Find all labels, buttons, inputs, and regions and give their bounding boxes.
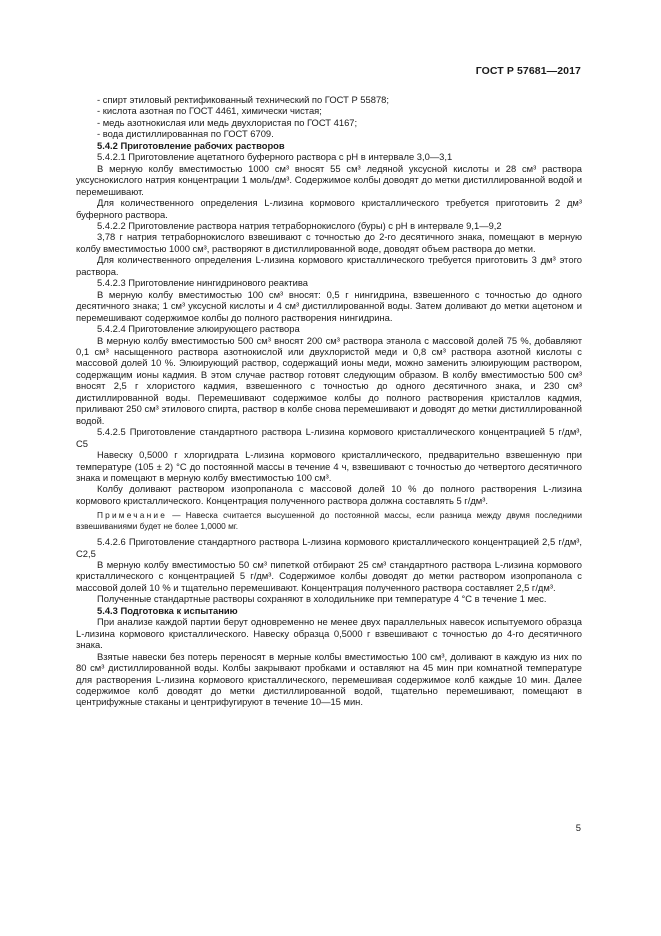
- note-label: Примечание: [97, 510, 168, 521]
- paragraph: В мерную колбу вместимостью 100 см³ вносят: 0,5 г нингидрина, взвешенного с точностью до одного десятичного знака; 1 см³ уксусной кислоты и 4 см³ дистиллированной воды. Затем доливают до метки ацетоном и перемешивают содержимое колбы до полного растворения нингидрина.: [76, 288, 582, 323]
- page-number: 5: [575, 822, 581, 833]
- paragraph: 3,78 г натрия тетраборнокислого взвешивают с точностью до 2-го десятичного знака, помещают в мерную колбу вместимостью 1000 см³, растворяют в дистиллированной воде, доводят объем раствора до метки.: [76, 231, 582, 254]
- paragraph: Для количественного определения L-лизина кормового кристаллического требуется приготовить 3 дм³ этого раствора.: [76, 254, 582, 277]
- paragraph: При анализе каждой партии берут одновременно не менее двух параллельных навесок испытуемого образца L-лизина кормового кристаллического. Навеску образца 0,5000 г взвешивают с точностью до 4-го десятичного знака.: [76, 616, 582, 651]
- paragraph: В мерную колбу вместимостью 1000 см³ вносят 55 см³ ледяной уксусной кислоты и 28 см³ раствора уксуснокислого натрия концентрации 1 моль/дм³. Содержимое колбы доводят до метки дистиллированной водой и перемешивают.: [76, 162, 582, 197]
- paragraph: Взятые навески без потерь переносят в мерные колбы вместимостью 100 см³, доливают в каждую из них по 80 см³ дистиллированной воды. Колбы закрывают пробками и оставляют на 45 мин при комнатной температуре для растворения L-лизина кормового кристаллического, перемешивая содержимое колб каждые 10 мин. Далее содержимое колб доводят до метки дистиллированной водой, тщательно перемешивают, помещают в центрифужные стаканы и центрифугируют в течение 10—15 мин.: [76, 650, 582, 708]
- note-text: — Навеска считается высушенной до постоянной массы, если разница между двумя последними взвешиваниями будет не более 1,0000 мг.: [76, 510, 582, 531]
- paragraph: Для количественного определения L-лизина кормового кристаллического требуется приготовить 2 дм³ буферного раствора.: [76, 197, 582, 220]
- standard-number: ГОСТ Р 57681—2017: [475, 65, 581, 77]
- list-item: - вода дистиллированная по ГОСТ 6709.: [97, 128, 274, 140]
- section-heading: 5.4.3 Подготовка к испытанию: [97, 604, 238, 616]
- list-item: - кислота азотная по ГОСТ 4461, химически чистая;: [97, 105, 322, 117]
- paragraph: Полученные стандартные растворы сохраняют в холодильнике при температуре 4 °С в течение 1 мес.: [97, 593, 547, 605]
- list-item: - спирт этиловый ректификованный технический по ГОСТ Р 55878;: [97, 94, 389, 105]
- note: [76, 510, 582, 531]
- subsection-title: 5.4.2.5 Приготовление стандартного раствора L-лизина кормового кристаллического концентрацией 5 г/дм³, C5: [76, 426, 582, 449]
- subsection-title: 5.4.2.2 Приготовление раствора натрия тетраборнокислого (буры) с pH в интервале 9,1—9,2: [97, 219, 502, 231]
- paragraph: В мерную колбу вместимостью 500 см³ вносят 200 см³ раствора этанола с массовой долей 75 %, добавляют 0,1 см³ насыщенного раствора азотнокислой или двухлористой меди и 0,8 см³ раствора азотной кислоты с массовой долей 10 %. Элюирующий раствор, содержащий ионы меди, можно заменить элюирующим раствором, содержащим ионы кадмия. В этом случае раствор готовят следующим образом. В колбу вместимостью 500 см³ вносят 2,5 г хлористого кадмия, взвешенного с точностью до одного десятичного знака, и 230 см³ дистиллированной воды. Перемешивают содержимое колбы до полного растворения кристаллов кадмия, приливают 250 см³ этилового спирта, раствор в колбе снова перемешивают и доводят до метки дистиллированной водой.: [76, 334, 582, 426]
- subsection-title: 5.4.2.1 Приготовление ацетатного буферного раствора с pH в интервале 3,0—3,1: [97, 151, 453, 163]
- subsection-title: 5.4.2.3 Приготовление нингидринового реактива: [97, 277, 308, 289]
- subsection-title: 5.4.2.6 Приготовление стандартного раствора L-лизина кормового кристаллического концентрацией 2,5 г/дм³, C2,5: [76, 536, 582, 559]
- paragraph: В мерную колбу вместимостью 50 см³ пипеткой отбирают 25 см³ стандартного раствора L-лизина кормового кристаллического с концентрацией 5 г/дм³. Содержимое колбы доводят до метки раствором изопропанола с массовой долей 10 % и тщательно перемешивают. Концентрация полученного раствора составляет 2,5 г/дм³.: [76, 559, 582, 593]
- document-body: [76, 94, 582, 708]
- section-heading: 5.4.2 Приготовление рабочих растворов: [97, 139, 285, 151]
- paragraph: Колбу доливают раствором изопропанола с массовой долей 10 % до полного растворения L-лизина кормового кристаллического. Концентрация полученного раствора должна составлять 5 г/дм³.: [76, 483, 582, 506]
- subsection-title: 5.4.2.4 Приготовление элюирующего раствора: [97, 323, 300, 335]
- paragraph: Навеску 0,5000 г хлоргидрата L-лизина кормового кристаллического, предварительно взвешенную при температуре (105 ± 2) °С до постоянной массы в течение 4 ч, взвешивают с точностью до четвертого десятичного знака и помещают в мерную колбу вместимостью 100 см³.: [76, 449, 582, 483]
- list-item: - медь азотнокислая или медь двухлористая по ГОСТ 4167;: [97, 116, 358, 128]
